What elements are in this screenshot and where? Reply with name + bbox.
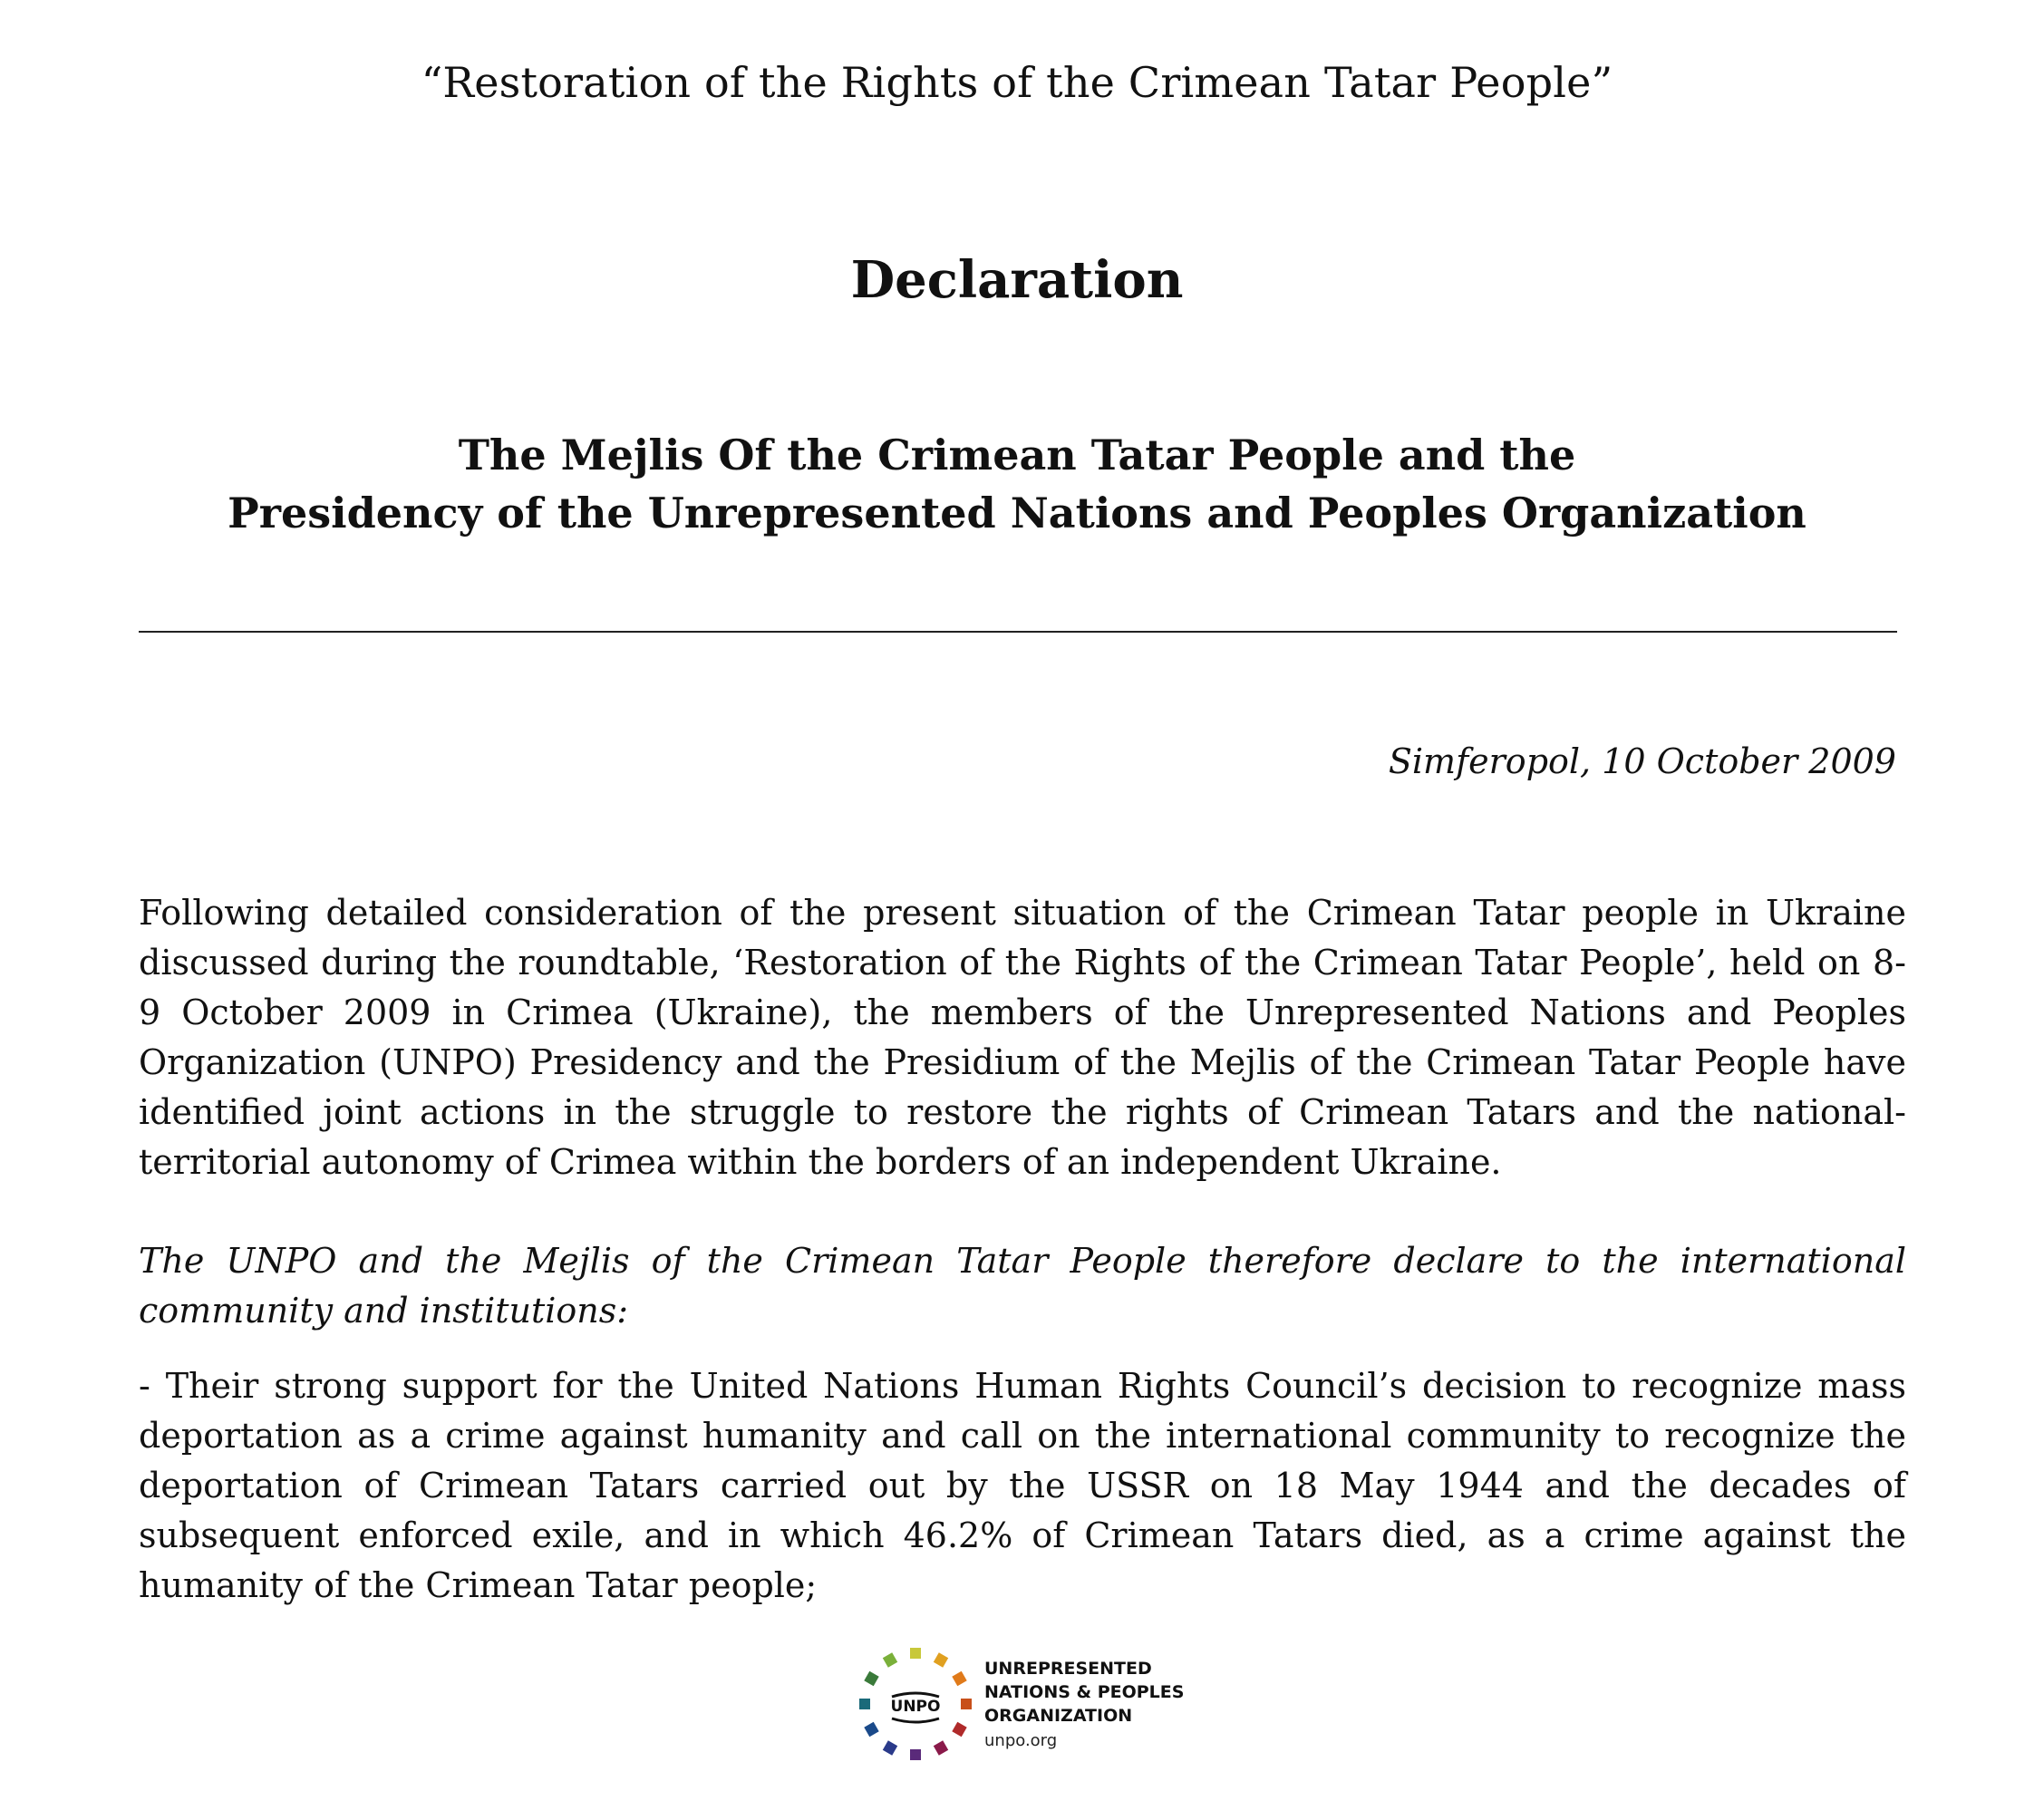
horizontal-rule [139, 631, 1897, 633]
dateline: Simferopol, 10 October 2009 [1388, 741, 1896, 781]
subheading-line-1: The Mejlis Of the Crimean Tatar People and the [458, 431, 1576, 479]
logo-ring-square [883, 1740, 897, 1755]
logo-arc-top [892, 1693, 939, 1697]
event-title: “Restoration of the Rights of the Crimean Tatar People” [421, 58, 1613, 107]
subheading-line-2: Presidency of the Unrepresented Nations and Peoples Organization [228, 489, 1806, 537]
logo-ring-square [910, 1648, 921, 1659]
logo-url: unpo.org [984, 1731, 1058, 1750]
paragraph-point-1: - Their strong support for the United Nations Human Rights Council’s decision to recognize mass deportation as a crime against humanity and call on the international community to recognize the deportation of Crimean Tatars carried out by the USSR on 18 May 1944 and the decades of subsequent enforced exile, and in which 46.2% of Crimean Tatars died, as a crime against the humanity of the Crimean Tatar people; [139, 1366, 1906, 1605]
logo-name-line-2: NATIONS & PEOPLES [984, 1682, 1185, 1702]
logo-ring-square [859, 1699, 870, 1709]
logo-arc-bottom [892, 1718, 939, 1722]
document-heading: Declaration [850, 250, 1184, 310]
unpo-logo [852, 1641, 1215, 1767]
logo-organization-name [984, 1657, 1184, 1728]
logo-ring-square [864, 1722, 878, 1737]
logo-ring-square [883, 1652, 897, 1667]
document-subheading [0, 426, 2034, 542]
logo-ring-square [864, 1671, 878, 1686]
logo-mark-text: UNPO [890, 1698, 941, 1716]
logo-ring-square [952, 1722, 966, 1737]
paragraph-declaration-lead: The UNPO and the Mejlis of the Crimean Tatar People therefore declare to the international community and institutions: [139, 1241, 1906, 1331]
logo-ring-square [952, 1671, 966, 1686]
paragraph-intro: Following detailed consideration of the present situation of the Crimean Tatar people in Ukraine discussed during the roundtable, ‘Restoration of the Rights of the Crimean Tatar People’, held on 8-9 October 2009 in Crimea (Ukraine), the members of the Unrepresented Nations and Peoples Organization (UNPO) Presidency and the Presidium of the Mejlis of the Crimean Tatar People have identified joint actions in the struggle to restore the rights of Crimean Tatars and the national-territorial autonomy of Crimea within the borders of an independent Ukraine. [139, 893, 1906, 1182]
logo-name-line-1: UNREPRESENTED [984, 1659, 1152, 1679]
unpo-ring-icon [852, 1641, 979, 1767]
logo-ring-square [934, 1740, 948, 1755]
logo-name-line-3: ORGANIZATION [984, 1706, 1133, 1726]
logo-ring-square [934, 1652, 948, 1667]
logo-ring-square [910, 1749, 921, 1760]
logo-ring-square [961, 1699, 972, 1709]
